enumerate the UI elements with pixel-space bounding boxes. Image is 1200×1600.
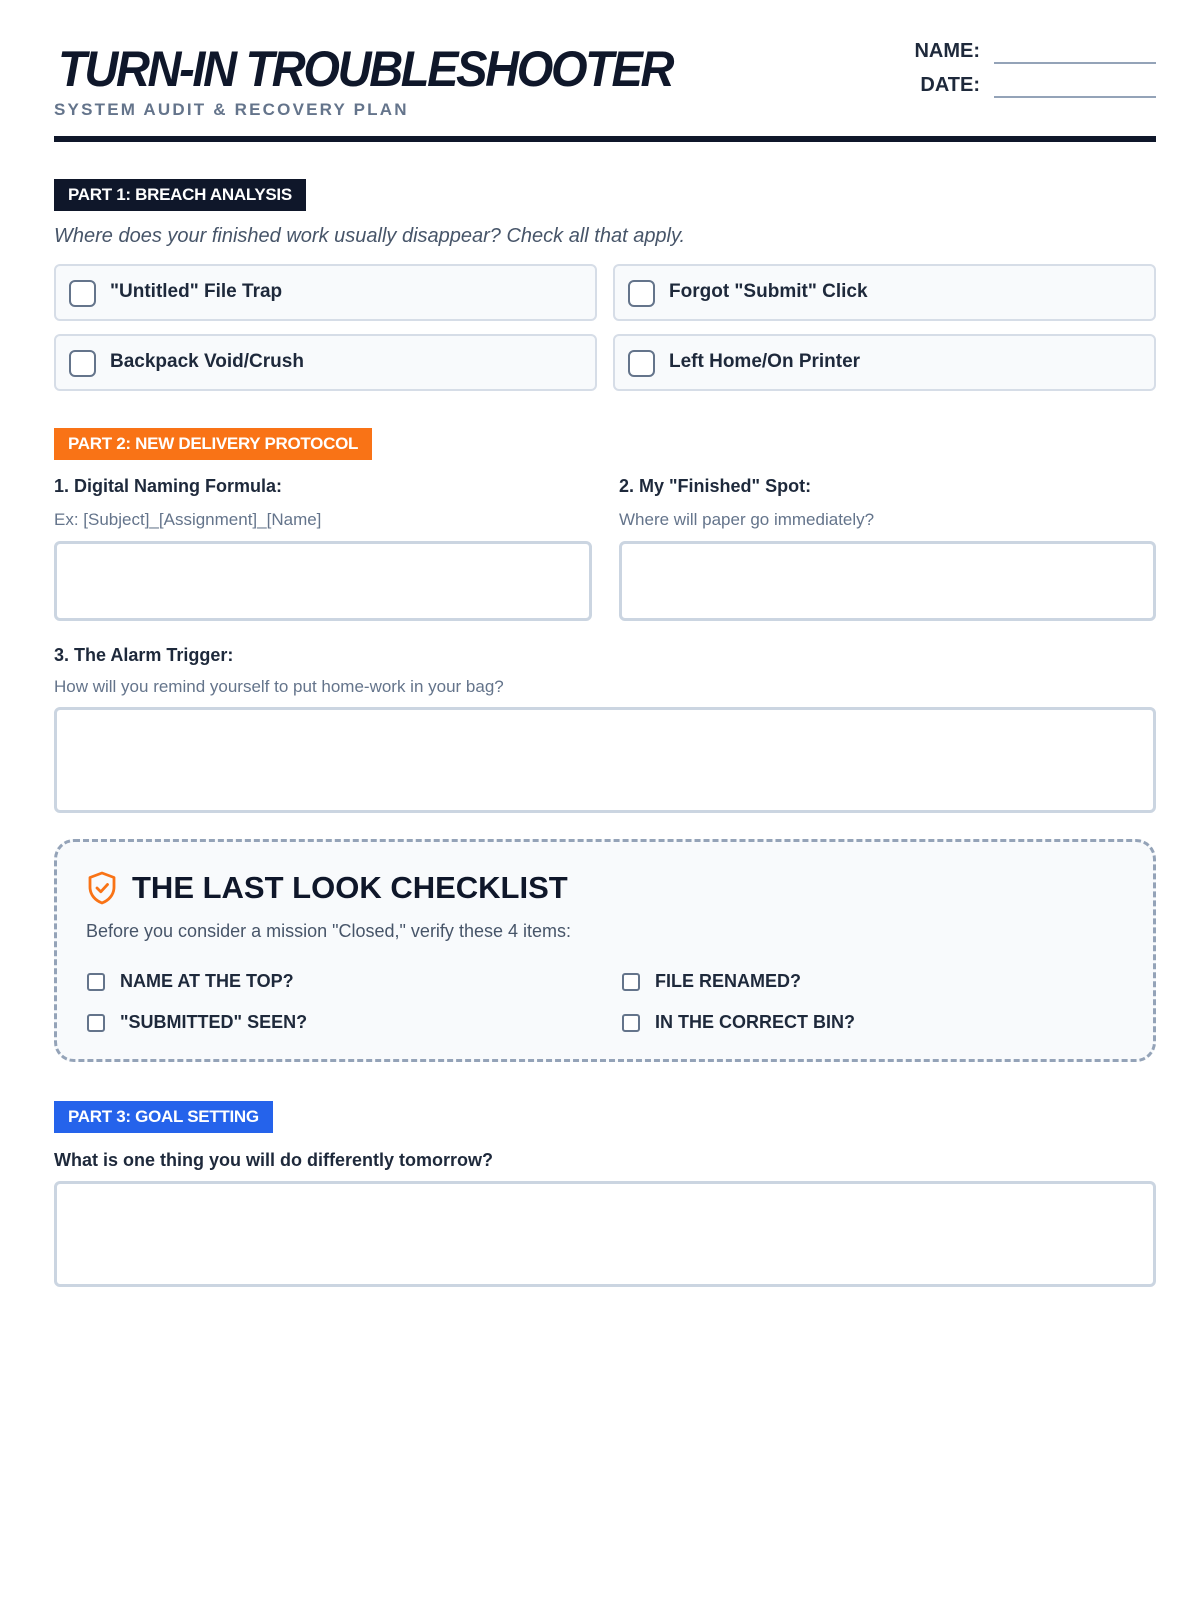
date-field[interactable] bbox=[994, 96, 1156, 98]
checklist-item-label: FILE RENAMED? bbox=[655, 971, 801, 991]
option-label: Forgot "Submit" Click bbox=[669, 281, 868, 302]
naming-formula-input[interactable] bbox=[54, 541, 592, 621]
checklist-title: THE LAST LOOK CHECKLIST bbox=[132, 870, 568, 905]
option-checkbox[interactable] bbox=[69, 280, 96, 307]
option-label: Backpack Void/Crush bbox=[110, 351, 304, 372]
checklist-checkbox[interactable] bbox=[87, 1014, 105, 1032]
option-checkbox[interactable] bbox=[628, 280, 655, 307]
q1-hint: Ex: [Subject]_[Assignment]_[Name] bbox=[54, 510, 322, 529]
finished-spot-input[interactable] bbox=[619, 541, 1156, 621]
date-label: DATE: bbox=[920, 74, 980, 96]
goal-input[interactable] bbox=[54, 1181, 1156, 1287]
q3-hint: How will you remind yourself to put home-work in your bag? bbox=[54, 677, 504, 696]
option-checkbox[interactable] bbox=[628, 350, 655, 377]
name-field[interactable] bbox=[994, 62, 1156, 64]
checklist-checkbox[interactable] bbox=[622, 1014, 640, 1032]
last-look-checklist bbox=[54, 839, 1156, 1062]
checklist-item-label: IN THE CORRECT BIN? bbox=[655, 1012, 855, 1032]
option-label: "Untitled" File Trap bbox=[110, 281, 283, 302]
header-divider bbox=[54, 136, 1156, 142]
part3-badge: PART 3: GOAL SETTING bbox=[54, 1101, 273, 1133]
worksheet-page bbox=[54, 0, 1156, 1600]
alarm-trigger-input[interactable] bbox=[54, 707, 1156, 813]
checklist-subtitle: Before you consider a mission "Closed," verify these 4 items: bbox=[86, 921, 571, 941]
checklist-item-label: "SUBMITTED" SEEN? bbox=[120, 1012, 308, 1032]
checklist-checkbox[interactable] bbox=[87, 973, 105, 991]
q1-label: 1. Digital Naming Formula: bbox=[54, 476, 283, 496]
shield-check-icon bbox=[87, 871, 117, 905]
checklist-item-label: NAME AT THE TOP? bbox=[120, 971, 294, 991]
date-row bbox=[864, 72, 1156, 102]
part1-prompt: Where does your finished work usually disappear? Check all that apply. bbox=[54, 225, 686, 247]
q2-label: 2. My "Finished" Spot: bbox=[619, 476, 812, 496]
page-subtitle: SYSTEM AUDIT & RECOVERY PLAN bbox=[54, 100, 409, 119]
page-title: TURN-IN TROUBLESHOOTER bbox=[58, 41, 673, 97]
part2-badge: PART 2: NEW DELIVERY PROTOCOL bbox=[54, 428, 372, 460]
option-forgot-submit-click[interactable] bbox=[613, 264, 1156, 321]
part1-badge: PART 1: BREACH ANALYSIS bbox=[54, 179, 306, 211]
q3-label: 3. The Alarm Trigger: bbox=[54, 645, 234, 665]
goal-question: What is one thing you will do differently tomorrow? bbox=[54, 1150, 493, 1170]
q2-hint: Where will paper go immediately? bbox=[619, 510, 875, 529]
name-label: NAME: bbox=[914, 40, 980, 62]
option-backpack-void[interactable] bbox=[54, 334, 597, 391]
option-left-home[interactable] bbox=[613, 334, 1156, 391]
option-checkbox[interactable] bbox=[69, 350, 96, 377]
checklist-checkbox[interactable] bbox=[622, 973, 640, 991]
option-label: Left Home/On Printer bbox=[669, 351, 861, 372]
name-row bbox=[864, 38, 1156, 68]
option-untitled-file-trap[interactable] bbox=[54, 264, 597, 321]
